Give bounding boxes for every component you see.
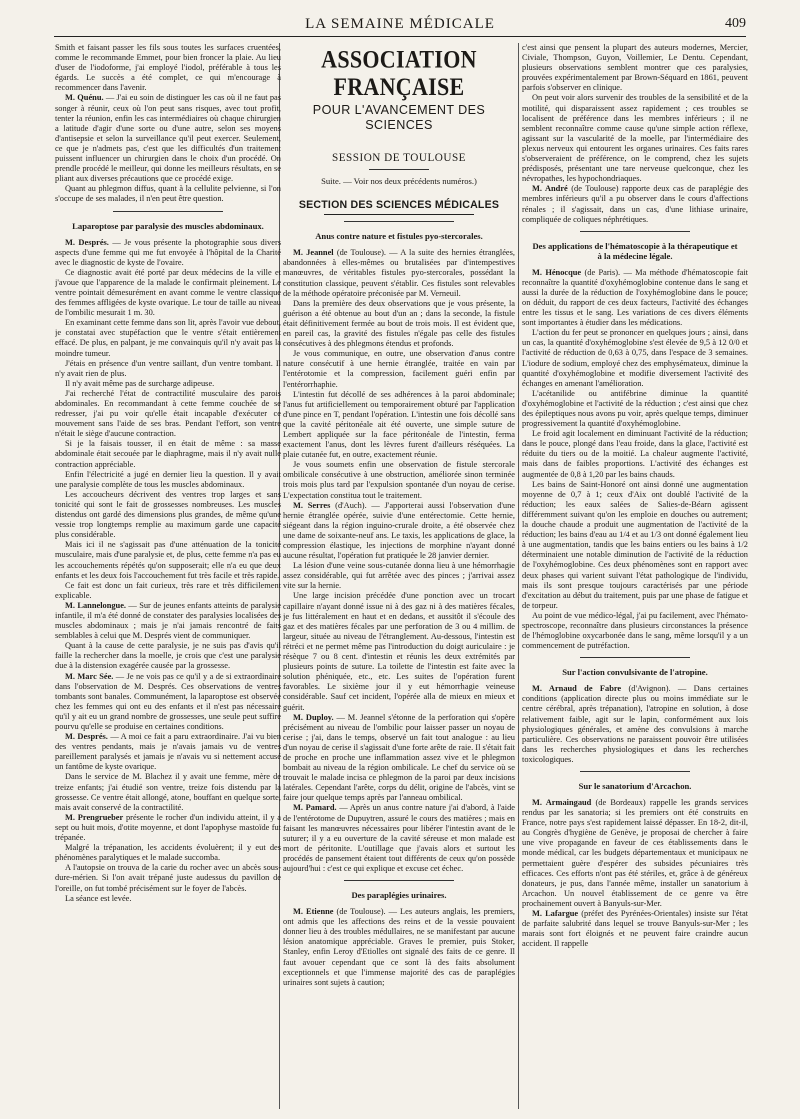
session-note: Suite. — Voir nos deux précédents numéros.) [321,176,477,187]
paragraph-text: — Sur de jeunes enfants atteints de paralysie infantile, il m'a été donné de constater des paralysies localisées des muscles abdominaux ; mais je n'ai jamais rencontré de faits semblables à celui que M. Després vient de communiquer. [55,600,281,641]
paragraph [55,184,281,204]
paragraph [283,907,515,988]
paragraph [55,581,281,601]
paragraph-text: Les accoucheurs décrivent des ventres trop larges et sans tonicité qui sont le fait de grossesses nombreuses. Les muscles distendus ont gardé des dimensions plus grandes, de même qu'une vessie trop longtemps remplie au maximum garde une capacité plus considérable. [55,489,281,540]
paragraph [55,863,281,893]
paragraph-text: L'action du fer peut se prononcer en quelques jours ; ainsi, dans un cas, la quantité d'oxyhémoglobine s'est élevée de 9,5 à 12 0/0 et l'activité de réduction de 0,63 à 0,75, dans l'espace de 3 semaines. L'iodure de sodium, employé chez des emphysémateux, diminue la quantité d'oxyhémoglobine et modifie diversement l'activité des échanges en amenant l'amélioration. [522,328,748,388]
paragraph-text: La lésion d'une veine sous-cutanée donna lieu à une hémorrhagie assez considérable, qui fut arrêtée avec des pinces ; j'arrivai assez vite sur la hernie. [283,561,515,591]
paragraph [283,803,515,874]
paragraph [283,561,515,591]
paragraph [55,641,281,671]
speaker-name: M. Arnaud de Fabre [532,684,622,694]
paragraph-text: En examinant cette femme dans son lit, après l'avoir vue debout, je constatai avec stupéfaction que le ventre s'était entièrement effacé. De plus, en palpant, je me convainquis qu'il n'y avait pas la moindre tumeur. [55,318,281,358]
paragraph [522,480,748,611]
speaker-name: M. Lannelongue. [65,600,127,610]
paragraph-text: J'étais en présence d'un ventre saillant, d'un ventre tombant. Il n'y avait rien de plus. [55,358,281,378]
paragraph-text: Le froid agit localement en diminuant l'activité de la réduction; dans le pouce, plongé dans l'eau froide, dans la glace, l'activité est réduite du tiers ou de la moitié. La chaleur augmente l'activité, mais dans de faibles proportions. L'activité des échanges est augmentée de 0,8 à 1,20 par les bains chauds. [522,429,748,479]
section-title: SECTION DES SCIENCES MÉDICALES [298,199,500,212]
paragraph-text: (d'Auch). — J'apporterai aussi l'observation d'une hernie étranglée opérée, suivie d'une entérectomie. Cette hernie, siégeant dans la région inguino-crurale droite, a été observée chez une dame de soixante-neuf ans. Le taxis, les applications de glace, la compression élastique, les injections de morphine n'ayant donné aucune résultat, l'opération fut pratiquée le 28 janvier dernier. [283,500,515,561]
speaker-name: M. Després. [65,237,109,247]
paragraph-text: Quant au phlegmon diffus, quant à la cellulite pelvienne, si l'on s'occupe de ses malades, il n'en peut être question. [55,184,281,204]
paragraph [55,813,281,843]
article-heading: Des applications de l'hématoscopie à la thérapeutique et à la médecine légale. [532,240,738,261]
paragraph [283,460,515,500]
speaker-name: M. Quénu. [65,93,104,103]
speaker-name: M. Lafargue [532,909,579,919]
paragraph [283,501,515,562]
article-heading: Sur l'action convulsivante de l'atropine. [562,667,708,678]
article-heading: Anus contre nature et fistules pyo-stercorales. [315,231,483,242]
paragraph [522,93,748,184]
paragraph [55,894,281,904]
paragraph-text: (d'Avignon). — Dans certaines conditions (application directe plus ou moins immédiate sur le centre cérébral, après trépanation), l'atropine en solution, à dose relativement faible, agit sur le lapin, conformément aux lois physiologiques générales, et amène des convulsions à marche particulière. Ces observations ne paraissent pouvoir être utilisées dans les recherches physiologiques et dans les recherches toxicologiques. [522,684,748,764]
paragraph-text: — Je ne vois pas ce qu'il y a de si extraordinaire dans l'observation de M. Després. Ces observations de ventres tombants sont banales. Communément, la laparoptose est observée chez les femmes qui ont eu des enfants et il n'est pas nécessaire qu'il y ait eu un grand nombre de grossesses, une seule peut suffire pourvu qu'elle se produise en certaines conditions. [55,671,281,731]
paragraph [55,389,281,439]
heading-rule [113,211,223,212]
paragraph [55,93,281,184]
speaker-name: M. Armaingaud [532,798,592,807]
paragraph-text: Enfin l'électricité a jugé en dernier lieu la question. Il y avait une paralysie complète de tous les muscles abdominaux. [55,469,281,489]
paragraph-text: Je vous communique, en outre, une observation d'anus contre nature consécutif à une hernie étranglée, traitée en vain par l'entérotomie et la compression, facilement guéri enfin par l'entérorrhaphie. [283,349,515,389]
paragraph [55,490,281,540]
paragraph [55,732,281,772]
paragraph-text: (de Toulouse). — A la suite des hernies étranglées, abandonnées à elles-mêmes ou brutalisées par d'intempestives manœuvres, de véritables fistules pyo-stercorales, possédant la constitution classique, peuvent s'établir. Ces fistules sont relevables de la méthode opératoire préconisée par M. Verneuil. [283,248,515,298]
speaker-name: M. André [532,184,568,194]
paragraph-text: — J'ai eu soin de distinguer les cas où il ne faut pas songer à réunir, ceux où l'on peut sans risques, avec tout profit, tenter la réunion, enfin les cas intermédiaires où chaque chirurgien a latitude d'agir d'une sorte ou d'une autre, selon ses moyens d'antisepsie et selon la surveillance qu'il peut exercer. Seulement, ce que je n'admets pas, c'est que les difficultés d'un traitement puissent influencer un chirurgien dans le choix d'un procédé. On prendle procédé le meilleur, qui donne les meilleurs résultats, en se pliant aux diverses précautions que ce procédé exige. [55,93,281,184]
column-left [55,43,281,1109]
paragraph-text: — A moi ce fait a paru extraordinaire. J'ai vu bien des ventres pendants, mais je n'avais jamais vu de ventres pareillement paralysés et jamais je n'avais vu si nettement accusé un fantôme de kyste ovarique. [55,732,281,772]
paragraph-text: Quant à la cause de cette paralysie, je ne suis pas d'avis qu'il faille la rechercher dans la moelle, je crois que c'est une paralysie due à la distension exagérée causée par la grossesse. [55,641,281,671]
paragraph-text: (de Paris). — Ma méthode d'hématoscopie fait reconnaître la quantité d'oxyhémoglobine contenue dans le sang et aussi la durée de la réduction de l'oxyhémoglobine dans le pouce; on déduit, du rapport de ces deux facteurs, l'activité des échanges entre les tissus et le sang. Les variations de ces divers éléments sont importantes à étudier dans les médications. [522,267,748,328]
paragraph-text: Mais ici il ne s'agissait pas d'une atténuation de la tonicité musculaire, mais d'une paralysie et, de plus, cette femme n'a pas eu les accouchements répétés qu'on supposerait; elle n'a eu que deux enfants et les deux fois l'accouchement fut très facile et très rapide. [55,540,281,580]
heading-rule [580,771,690,772]
paragraph [55,470,281,490]
paragraph-text: L'acétanilide ou antifébrine diminue la quantité d'oxyhémoglobine et l'activité de la réduction ; c'est ainsi que chez des épileptiques nous avons pu voir, après quelque temps, diminuer progressivement la quantité d'oxyhémoglobine. [522,388,748,429]
speaker-name: M. Serres [293,500,331,510]
paragraph-text: A l'autopsie on trouva de la carie du rocher avec un abcès sous-dure-mérien. Si l'on avait trépané juste audessus du pavillon de l'oreille, on fut tombé précisément sur le foyer de l'abcès. [55,863,281,893]
paragraph [55,540,281,580]
heading-rule [344,880,454,881]
paragraph [522,798,748,909]
paragraph-text: Malgré la trépanation, les accidents évoluèrent; il y eut des phénomènes paralytiques et le malade succomba. [55,843,281,863]
journal-title: LA SEMAINE MÉDICALE [305,16,495,32]
speaker-name: M. Després. [65,732,108,742]
paragraph-text: J'ai recherché l'état de contractilité musculaire des parois abdominales. En recommandant à cette femme couchée de se redresser, j'ai pu voir qu'elle était incapable d'exécuter ce mouvement sans l'aide de ses bras. Pendant l'effort, son ventre n'était le siège d'aucune contraction. [55,388,281,439]
paragraph-text: (de Toulouse). — Les auteurs anglais, les premiers, ont admis que les affections des reins et de la vessie pouvaient donner lieu à des troubles médullaires, ne se manifestant par aucune lésion anatomique appréciable. Graves le premier, puis Stoker, Stanley, enfin Leroy d'Etiolles ont signalé des faits de ce genre. Il faut avouer cependant que ce sont là des faits absolument exceptionnels et que l'immense majorité des cas de paraplégies urinaires sont sujets à caution; [283,907,515,987]
paragraph [55,268,281,318]
association-title: ASSOCIATION FRANÇAISE [321,44,477,101]
paragraph [283,248,515,298]
speaker-name: M. Marc Sée. [65,671,114,681]
paragraph [522,684,748,765]
speaker-name: M. Hénocque [532,267,582,277]
paragraph-text: Au point de vue médico-légal, j'ai pu facilement, avec l'hémato-spectroscope, reconnaître dans plusieurs circonstances la présence de l'hémoglobine oxycarbonée dans le sang, même lorsqu'il y a un commencement de putréfaction. [522,610,748,651]
paragraph-text: Ce diagnostic avait été porté par deux médecins de la ville et j'avoue que l'apparence de la malade le confirmait pleinement. Le ventre pointait démesurément en avant comme le ventre classique des femmes affligées de kyste ovarique. Le tour de taille au niveau de l'ombilic mesurait 1 m. 30. [55,267,281,318]
column-center-body [283,221,515,988]
paragraph [55,439,281,469]
paragraph [55,238,281,268]
heading-rule [580,231,690,232]
paragraph [522,43,748,93]
speaker-name: M. Etienne [293,907,334,917]
section-rule [324,214,474,215]
speaker-name: M. Duploy. [293,712,334,722]
paragraph-text: Une large incision précédée d'une ponction avec un trocart capillaire n'ayant donné issue ni à des gaz ni à des matières fécales, je fus littéralement en haut et en dedans, et aussitôt il s'écoule des gaz et des matières fécales par une perforation de 3 ou 4 millim. de largeur, située au niveau de l'étranglement. Au-dessous, l'intestin est rétréci et ne permet même pas l'introduction du doigt auriculaire : je résèque 7 ou 8 cent. d'intestin et réunis les deux extrémités par plusieurs points de suture. La toilette de l'intestin est faite avec la solution phéniquée, etc., etc. Les suites de l'opération furent favorables. Le sixième jour il y eut hémorrhagie veineuse considérable. Sauf cet incident, l'opérée alla de mieux en mieux et guérit. [283,591,515,712]
column-center [283,43,515,1109]
column-divider [518,43,519,1109]
article-heading: Sur le sanatorium d'Arcachon. [578,781,692,791]
heading-rule [580,657,690,658]
paragraph-text: La séance est levée. [65,893,132,903]
paragraph [55,601,281,641]
paragraph-text: Ce fait est donc un fait curieux, très rare et très difficilement explicable. [55,580,281,600]
paragraph-text: Smith et faisant passer les fils sous toutes les surfaces cruentées, comme le recommande Emmet, pour bien froncer la plaie. Au lieu d'user de l'iodoforme, j'ai employé l'iodol, préférable à tous les égards. Le succès a été complet, ce qui m'encourage à recommencer dans l'avenir. [55,43,281,93]
paragraph-text: Si je la faisais tousser, il en était de même : sa masse abdominale était secouée par le diaphragme, mais il n'y avait nulle contraction appréciable. [55,439,281,469]
paragraph [283,349,515,389]
paragraph [55,672,281,733]
paragraph-text: — M. Jeannel s'étonne de la perforation qui s'opère précisément au niveau de l'ombilic pour laisser passer un noyau de cerise ; j'ai, dans le temps, observé un fait tout analogue : au lieu d'un noyau de cerise il s'agissait d'une forte arête de raie. Il s'était fait de proche en proche une inflammation assez vive et le phlegmon bombait au niveau de la région ombilicale. Le chef du service où se trouvait le malade incisa ce phlegmon de la paroi par deux incisions latérales. Cependant l'arête, corps du délit, origine de l'abcès, vint se faire jour quelque temps après par l'anneau ombilical. [283,712,515,803]
paragraph-text: Les bains de Saint-Honoré ont ainsi donné une augmentation moyenne de 0,7 à 1; ceux d'Aix ont doublé l'activité de la réduction; les eaux salées de Salies-de-Béarn agissent différemment suivant qu'on les emploie en douches ou autrement; la douche chaude a produit une augmentation de l'activité de la réduction; les bains d'eau au 1/4 et au 1/3 ont donné également lieu à une augmentation, tandis que les bains entiers ou les bains à 1/2 déterminaient une notable diminution de l'activité de la réduction de l'oxyhémoglobine. Ces deux phénomènes sont en rapport avec deux phases qui varient suivant l'état pathologique de l'individu, mais ils sont presque toujours caractérisés par une période d'excitation au début du traitement, puis par une phase de fatigue et de torpeur. [522,479,748,610]
article-heading: Des paraplégies urinaires. [351,890,447,901]
paragraph [522,328,748,389]
paragraph [283,390,515,461]
paragraph [55,43,281,93]
speaker-name: M. Prengrueber [65,812,124,822]
paragraph-text: L'intestin fut décollé de ses adhérences à la paroi abdominale; l'anus fut artificiellement ou temporairement obturé par l'application d'une pince en T, pendant l'opération. L'intestin une fois décollé sans que la cavité péritonéale ait été ouverte, une simple suture de Lembert appliquée sur la face péritonéale de l'intestin, ferma exactement l'anus, dont les lèvres furent d'ailleurs réséquées. La plaie cutanée fut, en outre, exactement réunie. [283,389,515,460]
paragraph [283,591,515,712]
paragraph-text: Dans le service de M. Blachez il y avait une femme, mère de treize enfants; j'ai étudié son ventre, treize fois distendu par la grossesse. Ce ventre était allongé, atone, bouffant en quelque sorte, mais avait conservé de la contractilité. [55,772,281,812]
paragraph-text: présente le rocher d'un individu atteint, il y a sept ou huit mois, d'otite moyenne, et dont l'apophyse mastoïde fut trépanée. [55,812,281,843]
paragraph-text: Je vous soumets enfin une observation de fistule stercorale ombilicale consécutive à une obstruction, améliorée sinon terminée trois mois plus tard par l'expulsion spontanée d'un noyau de cerise. L'expectation constitua tout le traitement. [283,460,515,500]
paragraph-text: c'est ainsi que pensent la plupart des auteurs modernes, Mercier, Civiale, Thompson, Guyon, Voillemier, Le Dentu. Cependant, plusieurs observations semblent montrer que ces paralysies, prouvées expérimentalement par Brown-Séquard en 1861, peuvent parfois s'observer en clinique. [522,43,748,93]
paragraph-text: Il n'y avait même pas de surcharge adipeuse. [65,378,215,388]
association-subtitle: POUR L'AVANCEMENT DES SCIENCES [312,103,486,132]
paragraph [522,429,748,479]
session-rule [369,169,429,170]
paragraph [55,843,281,863]
header-rule [54,36,746,37]
paragraph [522,268,748,329]
column-right [522,43,748,1109]
page-number: 409 [725,16,746,31]
paragraph-text: (de Bordeaux) rappelle les grands services rendus par les sanatoria; si les premiers ont été construits en France, notre pays s'est rapidement laissé dépasser. En 18-2, dit-il, au Congrès d'hygiène de Genève, je proposai de chercher à faire une vive propagande en faveur de ces établissements dans le monde médical, car les budgets départementaux et municipaux ne permettaient guère d'espérer des subsides pécuniaires très efficaces. Ces efforts n'ont pas été stériles, et, grâce à de généreux donateurs, je pus, dans l'année même, installer un sanatorium à Arcachon. Un nouvel établissement de ce genre va être prochainement ouvert à Banyuls-sur-Mer. [522,798,748,908]
paragraph [283,299,515,349]
paragraph [522,184,748,224]
speaker-name: M. Pamard. [293,803,337,813]
paragraph-text: — Après un anus contre nature j'ai d'abord, à l'aide de l'entérotome de Dupuytren, assuré le cours des matières ; mais en faisant les manœuvres nécessaires pour libérer l'intestin avant de le suturer; il y a eu ouverture de la cavité séreuse et mon malade est mort de péritonite. L'outillage que j'avais alors et surtout les procédés de pansement étaient tout différents de ceux qu'on possède aujourd'hui : c'est ce qui explique et excuse cet échec. [283,803,515,873]
paragraph [522,909,748,949]
paragraph-text: (préfet des Pyrénées-Orientales) insiste sur l'état de parfaite salubrité dans lequel se trouve Banyuls-sur-Mer ; les marais sont fort éloignés et ne peuvent faire craindre aucun accident. Il rappelle [522,909,748,949]
paragraph [55,379,281,389]
session-title: SESSION DE TOULOUSE [331,152,467,164]
paragraph [522,389,748,429]
paragraph [522,611,748,651]
paragraph-text: On peut voir alors survenir des troubles de la sensibilité et de la motilité, qui disparaissent assez rapidement ; ces troubles se localisent de préférence dans les membres inférieurs ; il ne semblent reconnaître comme cause qu'une simple action réflexe, agissant sur la vascularité de la moelle, par l'intermédiaire des plexus nerveux qui entourent les organes urinaires. Ces faits rares s'observeraient de préférence, on le comprend, chez les sujets prédisposés, présentant une tare nerveuse quelconque, chez les névropathes, les hypochondriaques. [522,93,748,184]
paragraph [283,713,515,804]
speaker-name: M. Jeannel [293,248,334,258]
article-heading: Laparoptose par paralysie des muscles abdominaux. [72,220,264,231]
paragraph [55,772,281,812]
paragraph [55,359,281,379]
paragraph-text: (de Toulouse) rapporte deux cas de paraplégie des membres inférieurs qu'il a pu observer dans le cours d'affections rénales ; il s'agissait, dans un cas, d'une lithiase urinaire, compliquée de coliques néphrétiques. [522,184,748,224]
heading-rule [344,221,454,222]
paragraph-text: Dans la première des deux observations que je vous présente, la guérison a été obtenue au bout d'un an ; dans la seconde, la fistule était définitivement fermée au bout de trois mois. Il est évident que, en pareil cas, la gravité des fistules n'égale pas celle des fistules consécutives à des phlegmons étendus et profonds. [283,298,515,349]
paragraph-text: — Je vous présente la photographie sous divers aspects d'une femme qui me fut envoyée à l'hôpital de la Charité avec le diagnostic de kyste de l'ovaire. [55,237,281,267]
paragraph [55,318,281,358]
